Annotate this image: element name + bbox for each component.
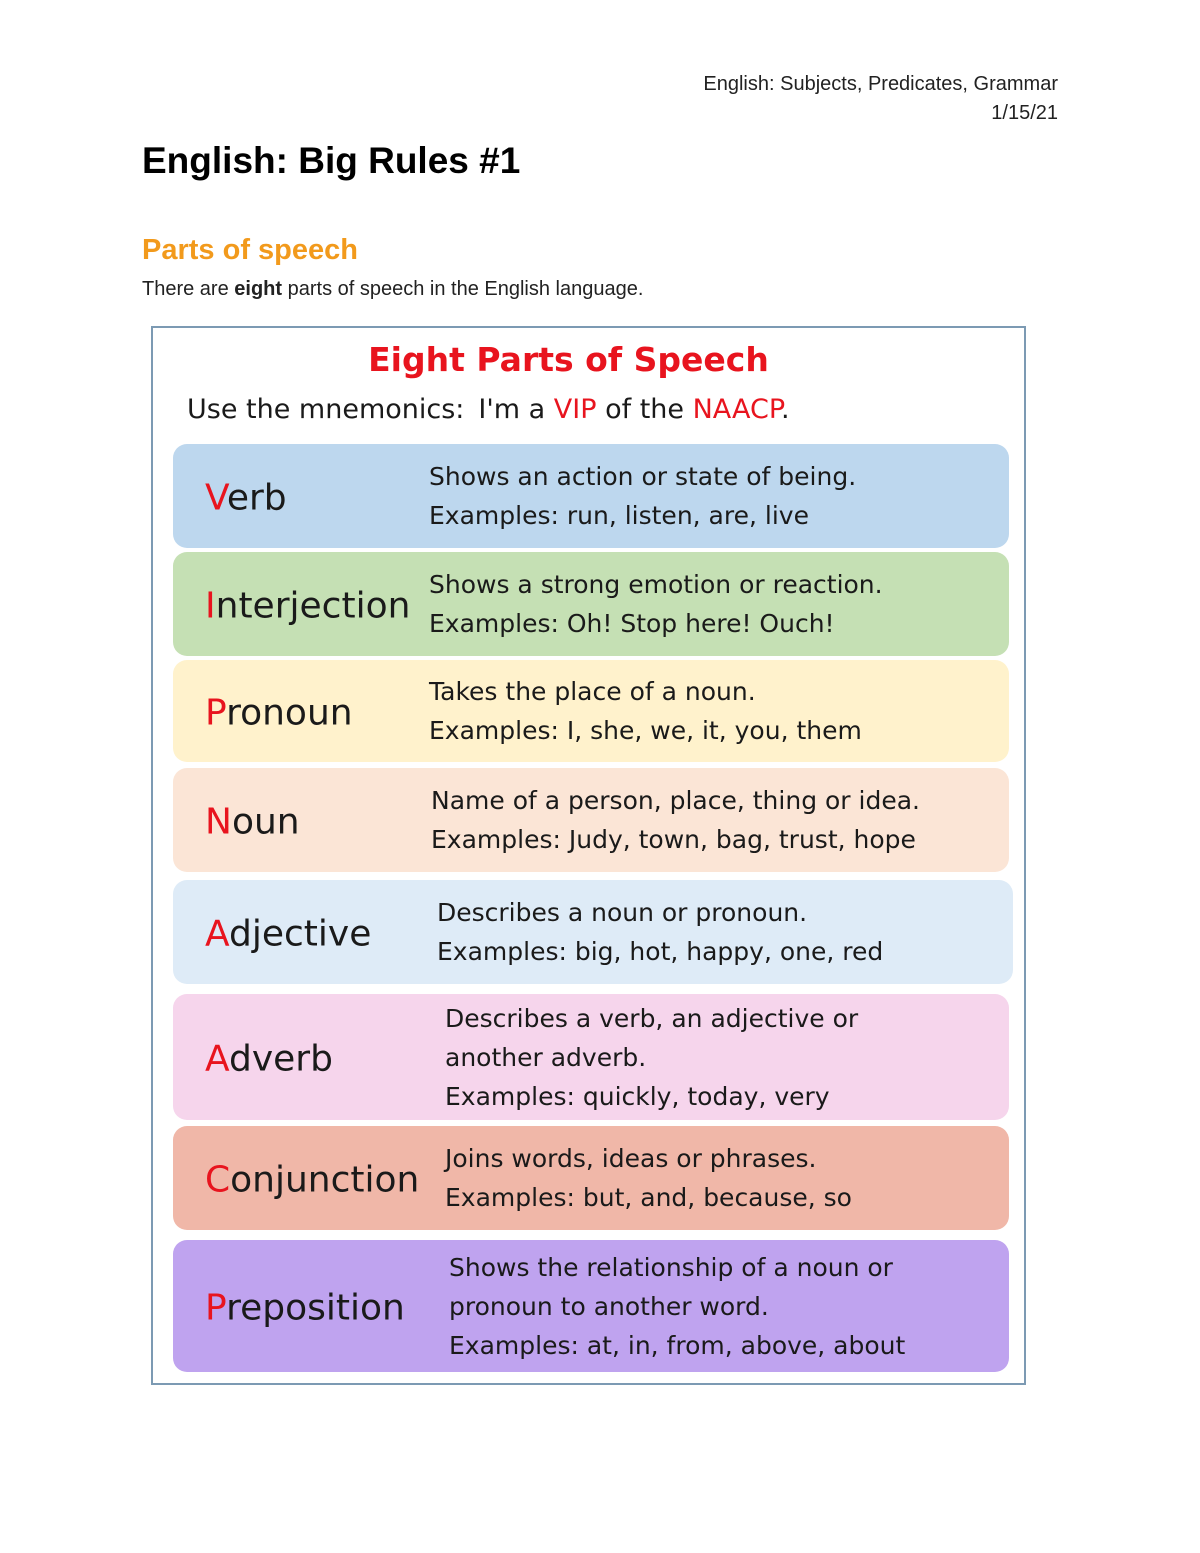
part-term	[205, 1039, 333, 1080]
part-card	[173, 552, 1009, 656]
description-line: Examples: Judy, town, bag, trust, hope	[431, 825, 916, 854]
part-description	[445, 1139, 852, 1217]
part-term	[205, 693, 353, 734]
term-initial-letter: V	[205, 477, 227, 519]
figure-subtitle	[187, 394, 790, 425]
description-line: pronoun to another word.	[449, 1291, 769, 1321]
description-line: Examples: but, and, because, so	[445, 1183, 852, 1212]
description-line: another adverb.	[445, 1042, 647, 1072]
description-line: Examples: at, in, from, above, about	[449, 1330, 906, 1360]
part-card	[173, 880, 1013, 984]
part-card	[173, 444, 1009, 548]
part-card	[173, 994, 1009, 1120]
mnemonic-prefix: Use the mnemonics:	[187, 394, 465, 425]
description-line: Examples: I, she, we, it, you, them	[429, 716, 862, 745]
part-term	[205, 1160, 419, 1201]
term-rest: ronoun	[226, 692, 353, 734]
description-line: Joins words, ideas or phrases.	[445, 1144, 817, 1173]
term-initial-letter: N	[205, 801, 232, 843]
part-card	[173, 768, 1009, 872]
page-header	[703, 70, 1058, 128]
description-line: Name of a person, place, thing or idea.	[431, 786, 920, 815]
term-rest: nterjection	[215, 585, 411, 627]
term-initial-letter: P	[205, 692, 227, 734]
part-description	[429, 672, 862, 750]
intro-bold-word: eight	[234, 278, 283, 300]
intro-text-end: parts of speech in the English language.	[282, 278, 644, 300]
description-line: Describes a verb, an adjective or	[445, 1003, 859, 1033]
part-description	[437, 893, 883, 971]
mnemonic-part: I'm a	[478, 394, 554, 425]
description-line: Shows an action or state of being.	[429, 462, 857, 491]
term-rest: djective	[229, 913, 372, 955]
intro-text-start: There are	[142, 278, 235, 300]
description-line: Examples: run, listen, are, live	[429, 501, 809, 530]
part-term	[205, 914, 371, 955]
description-line: Shows a strong emotion or reaction.	[429, 570, 883, 599]
term-rest: reposition	[226, 1287, 405, 1329]
part-description	[429, 565, 883, 643]
part-term	[205, 586, 410, 627]
term-initial-letter: C	[205, 1159, 231, 1201]
part-term	[205, 1288, 405, 1329]
description-line: Shows the relationship of a noun or	[449, 1252, 893, 1282]
description-line: Takes the place of a noun.	[429, 677, 756, 706]
part-term	[205, 478, 287, 519]
term-initial-letter: A	[205, 1038, 229, 1080]
description-line: Describes a noun or pronoun.	[437, 898, 808, 927]
part-description	[449, 1248, 905, 1365]
term-rest: oun	[231, 801, 300, 843]
description-line: Examples: big, hot, happy, one, red	[437, 937, 884, 966]
parts-of-speech-figure	[151, 326, 1026, 1385]
description-line: Examples: Oh! Stop here! Ouch!	[429, 609, 835, 638]
header-course: English: Subjects, Predicates, Grammar	[703, 73, 1058, 95]
term-initial-letter: I	[205, 585, 216, 627]
part-description	[431, 781, 920, 859]
part-card	[173, 1240, 1009, 1372]
part-description	[429, 457, 856, 535]
term-rest: onjunction	[230, 1159, 420, 1201]
term-rest: erb	[226, 477, 287, 519]
mnemonic-highlight: NAACP	[692, 394, 781, 425]
header-date: 1/15/21	[991, 102, 1058, 124]
part-card	[173, 660, 1009, 762]
description-line: Examples: quickly, today, very	[445, 1081, 830, 1111]
mnemonic-highlight: VIP	[553, 394, 597, 425]
figure-title: Eight Parts of Speech	[368, 340, 769, 379]
intro-paragraph	[142, 278, 643, 301]
document-title: English: Big Rules #1	[142, 140, 521, 181]
mnemonic-part: of the	[596, 394, 693, 425]
term-initial-letter: A	[205, 913, 229, 955]
part-description	[445, 999, 858, 1116]
part-card	[173, 1126, 1009, 1230]
term-rest: dverb	[229, 1038, 333, 1080]
term-initial-letter: P	[205, 1287, 227, 1329]
mnemonic-part: .	[780, 394, 790, 425]
part-term	[205, 802, 300, 843]
section-heading: Parts of speech	[142, 234, 358, 266]
